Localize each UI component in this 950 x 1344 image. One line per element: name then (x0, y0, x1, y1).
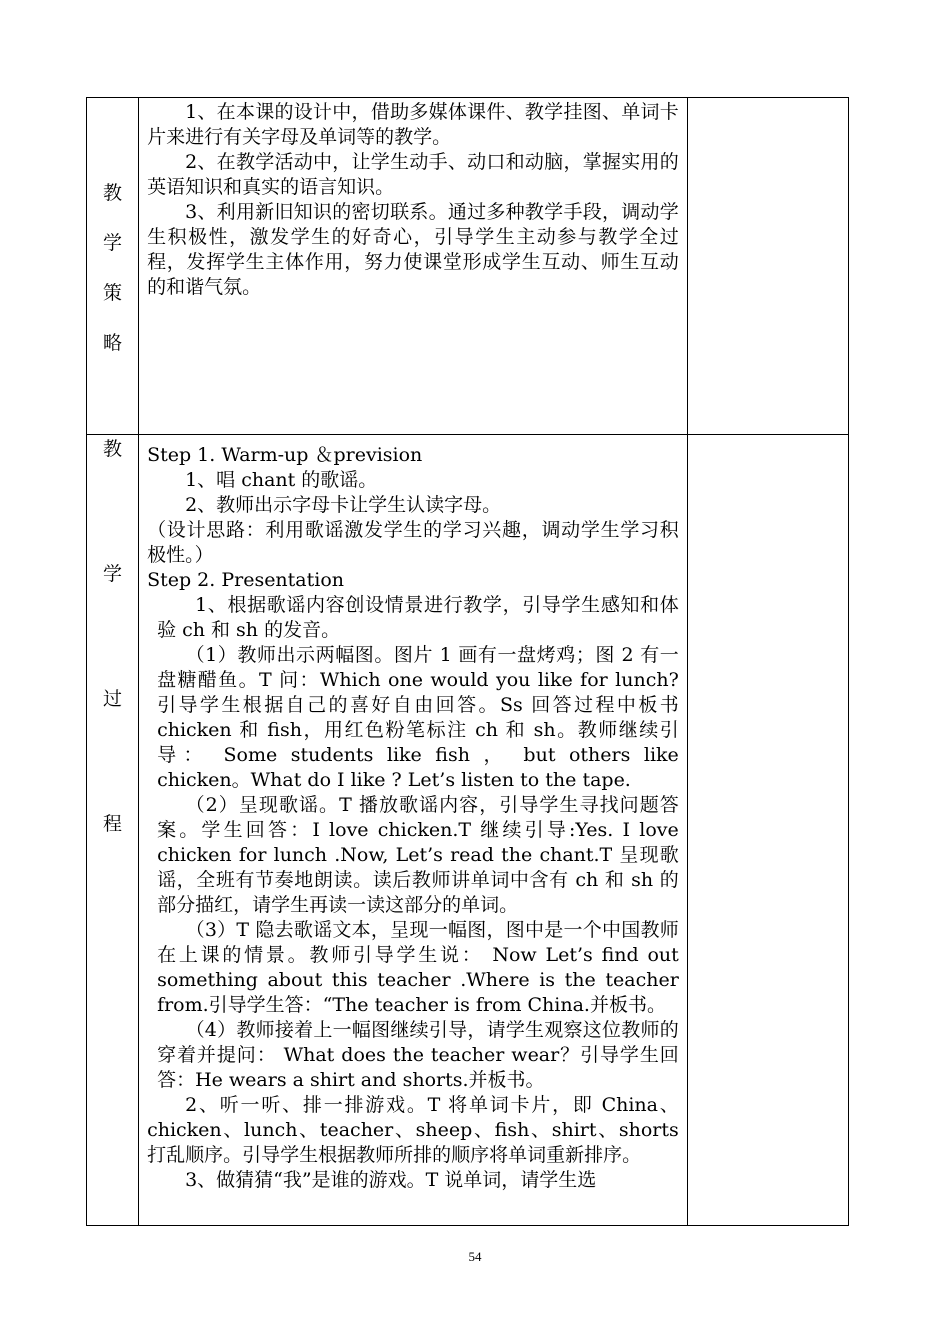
teaching-strategy-label: 教 学 策 略 (87, 98, 139, 435)
strategy-paragraph: 1、在本课的设计中，借助多媒体课件、教学挂图、单词卡片来进行有关字母及单词等的教学。 (147, 101, 679, 148)
step2-sub-item: （3）T 隐去歌谣文本，呈现一幅图，图中是一个中国教师在上课的情景。教师引导学生说： Now Let’s find out something about this teacher .Where is the teacher from.引导学生答：“The teacher is from China.并板书。 (157, 919, 679, 1016)
teaching-strategy-content (139, 98, 688, 435)
step2-item: 3、做猜猜“我”是谁的游戏。T 说单词，请学生选 (185, 1169, 597, 1191)
teaching-process-notes (687, 435, 848, 1226)
step2-sub-item: （1）教师出示两幅图。图片 1 画有一盘烤鸡；图 2 有一盘糖醋鱼。T 问：Which one would you like for lunch? 引导学生根据自己的喜好自由回答。Ss 回答过程中板书 chicken 和 fish，用红色粉笔标注 ch 和 sh。教师继续引导： Some students like fish ， but others like chicken。What do I like ? Let’s listen to the tape. (157, 644, 679, 791)
teaching-process-label: 教 学 过 程 (87, 435, 139, 1226)
step1-item: 1、唱 chant 的歌谣。 (185, 469, 378, 491)
teaching-process-row (87, 435, 849, 1226)
teaching-strategy-notes (687, 98, 848, 435)
teaching-process-content (139, 435, 688, 1226)
step1-title: Step 1. Warm-up ＆prevision (147, 444, 423, 466)
lesson-plan-table (86, 97, 849, 1226)
page-number: 54 (468, 1249, 482, 1264)
step1-item: 2、教师出示字母卡让学生认读字母。 (185, 494, 502, 516)
teaching-strategy-row (87, 98, 849, 435)
strategy-paragraph: 3、利用新旧知识的密切联系。通过多种教学手段，调动学生积极性，激发学生的好奇心，引导学生主动参与教学全过程，发挥学生主体作用，努力使课堂形成学生互动、师生互动的和谐气氛。 (147, 201, 679, 298)
step2-sub-item: （2）呈现歌谣。T 播放歌谣内容，引导学生寻找问题答案。学生回答：I love chicken.T 继续引导:Yes. I love chicken for lunch .Now, Let’s read the chant.T 呈现歌谣，全班有节奏地朗读。读后教师讲单词中含有 ch 和 sh 的部分描红，请学生再读一读这部分的单词。 (157, 794, 679, 916)
step2-intro: 1、根据歌谣内容创设情景进行教学，引导学生感知和体验 ch 和 sh 的发音。 (157, 594, 679, 641)
step1-design-note: （设计思路：利用歌谣激发学生的学习兴趣，调动学生学习积极性。） (147, 519, 679, 566)
step2-item: 2、听一听、排一排游戏。T 将单词卡片，即 China、chicken、lunch、teacher、sheep、fish、shirt、shorts 打乱顺序。引导学生根据教师所排的顺序将单词重新排序。 (147, 1094, 679, 1166)
strategy-paragraph: 2、在教学活动中，让学生动手、动口和动脑，掌握实用的英语知识和真实的语言知识。 (147, 151, 679, 198)
step2-sub-item: （4）教师接着上一幅图继续引导，请学生观察这位教师的穿着并提问： What does the teacher wear？引导学生回答：He wears a shirt and shorts.并板书。 (157, 1019, 679, 1091)
step2-title: Step 2. Presentation (147, 569, 345, 591)
